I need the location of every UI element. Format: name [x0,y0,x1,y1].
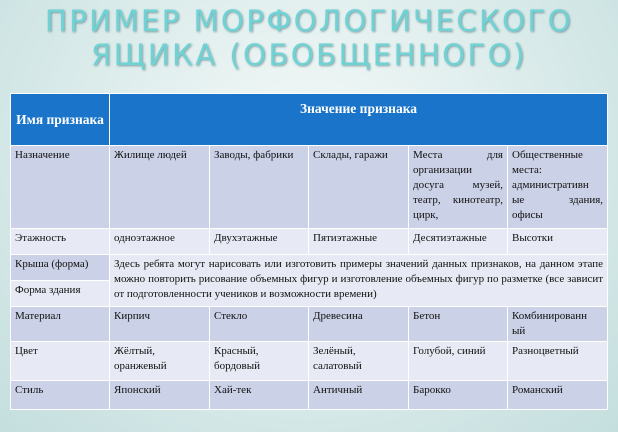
cell-cvet-4: Голубой, синий [409,342,508,381]
cell-text-line: театр, кинотеатр, [413,194,503,206]
cell-text-line: Жёлтый, [114,345,156,357]
cell-text-line: салатовый [313,360,362,372]
row-label-forma: Форма здания [11,281,110,307]
cell-cvet-5: Разноцветный [508,342,608,381]
cell-text-line: офисы [512,209,543,221]
table-row-cvet [11,342,608,381]
cell-text-line: цирк, [413,209,439,221]
cell-stil-4: Барокко [409,381,508,410]
cell-cvet-3 [309,342,409,381]
cell-naznachenie-3: Склады, гаражи [309,146,409,229]
cell-stil-2: Хай-тек [210,381,309,410]
cell-etazhnost-5: Высотки [508,229,608,255]
cell-etazhnost-2: Двухэтажные [210,229,309,255]
cell-etazhnost-4: Десятиэтажные [409,229,508,255]
cell-text-line: Зелёный, [313,345,356,357]
cell-material-3: Древесина [309,307,409,342]
cell-text-line: бордовый [214,360,261,372]
morphological-box-table [10,93,608,410]
cell-text-line: Общественные [512,149,583,161]
cell-naznachenie-5 [508,146,608,229]
cell-text-line: Комбинированн [512,310,588,322]
cell-text-line: административн [512,179,589,191]
header-attribute-name: Имя признака [11,94,110,146]
cell-cvet-1 [110,342,210,381]
cell-stil-1: Японский [110,381,210,410]
cell-text-line: места: [512,164,542,176]
cell-material-1: Кирпич [110,307,210,342]
cell-stil-5: Романский [508,381,608,410]
cell-text-line: досуга музей, [413,179,503,191]
row-label-stil: Стиль [11,381,110,410]
cell-text-line: Места для [413,149,503,161]
cell-text-line: ые здания, [512,194,604,206]
table-row-naznachenie [11,146,608,229]
cell-naznachenie-4 [409,146,508,229]
cell-etazhnost-3: Пятиэтажные [309,229,409,255]
row-label-material: Материал [11,307,110,342]
slide-title [0,4,618,72]
table-row-etazhnost [11,229,608,255]
table-row-krysha [11,255,608,281]
row-label-etazhnost: Этажность [11,229,110,255]
slide-title-line-1: ПРИМЕР МОРФОЛОГИЧЕСКОГО [44,4,574,38]
table-row-stil [11,381,608,410]
cell-text-line: организации [413,164,473,176]
cell-material-4: Бетон [409,307,508,342]
cell-cvet-2 [210,342,309,381]
slide-title-line-2: ЯЩИКА (ОБОБЩЕННОГО) [91,38,527,72]
cell-material-2: Стекло [210,307,309,342]
table-header-row [11,94,608,146]
row-label-naznachenie: Назначение [11,146,110,229]
cell-text-line: ый [512,325,526,337]
cell-naznachenie-2: Заводы, фабрики [210,146,309,229]
cell-etazhnost-1: одноэтажное [110,229,210,255]
header-attribute-value: Значение признака [110,94,608,146]
merged-note-cell: Здесь ребята могут нарисовать или изготовить примеры значений данных признаков, на данном этапе можно повторить рисование объемных фигур и изготовление объемных фигур по разметке (все зависит от подготовленности учеников и возможности времени) [110,255,608,307]
row-label-cvet: Цвет [11,342,110,381]
cell-stil-3: Античный [309,381,409,410]
cell-text-line: оранжевый [114,360,167,372]
cell-material-5 [508,307,608,342]
table-row-material [11,307,608,342]
cell-text-line: Красный, [214,345,259,357]
row-label-krysha: Крыша (форма) [11,255,110,281]
cell-naznachenie-1: Жилище людей [110,146,210,229]
